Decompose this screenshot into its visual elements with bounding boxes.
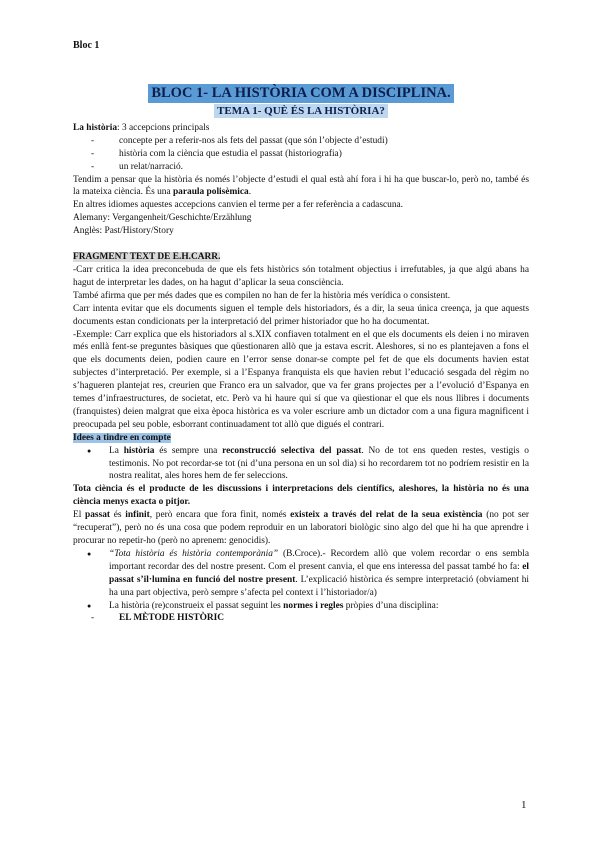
page-number: 1 [521,799,527,811]
fragment-paragraph: Carr intenta evitar que els documents siguen el temple dels historiadors, és a dir, la seua única creença, ja que aquests documents estan condicionats per la interpretació del primer historiador que ho ha documentat. [73,303,529,327]
fragment-heading: FRAGMENT TEXT DE E.H.CARR. [73,252,221,263]
page-content [73,84,529,625]
list-item: ● La història (re)construeix el passat seguint les normes i regles pròpies d’una disciplina: [73,600,529,613]
science-statement: Tota ciència és el producte de les discussions i interpretacions dels científics, aleshores, la història no és una ciència menys exacta o pitjor. [73,484,529,508]
method-list [73,612,529,625]
past-paragraph: El passat és infinit, però encara que fora finit, només existeix a través del relat de la seua existència (no pot ser “recuperat”), però no és una cosa que podem reproduir en un laboratori biològic sino algo del que hi ha que aprendre i procurar no repetir-ho (però no aprenem: genocidis). [73,510,529,546]
list-item: - un relat/narració. [73,161,529,174]
english-terms: Anglès: Past/History/Story [73,226,174,237]
list-item: ● “Tota història és història contemporània” (B.Croce).- Recordem allò que volem recordar o ens sembla important recordar des del nostre present. Com el present canvia, el que ens interessa del passat també ho fa: el passat s’il·lumina en funció del nostre present. L’explicació històrica és sempre interpretació (obviament hi ha una part objectiva, però sempre s’afecta pel context i l’historiador/a) [73,548,529,600]
accepcions-list [73,135,529,174]
list-item: - EL MÈTODE HISTÒRIC [73,612,529,625]
section-subtitle: TEMA 1- QUÈ ÉS LA HISTÒRIA? [214,104,388,118]
ideas-heading: Idees a tindre en compte [73,432,171,443]
list-item: ● La història és sempre una reconstrucció selectiva del passat. No de tot ens queden restes, vestigis o testimonis. No pot recordar-se tot (ni d’una persona en un sol dia) si ho recordarem tot no podríem resistir en la nostra realitat, ales hores hem de fer seleccions. [73,445,529,484]
fragment-paragraph: També afirma que per més dades que es compilen no han de fer la història més verídica o consistent. [73,290,451,301]
page-title: BLOC 1- LA HISTÒRIA COM A DISCIPLINA. [148,84,453,103]
ideas-list-2 [73,548,529,613]
ideas-list-1 [73,445,529,484]
fragment-paragraph: -Exemple: Carr explica que els historiadors al s.XIX confiaven totalment en el que els documents els deien i no miraven més enllà fent-se preguntes bàsiques que qüestionaren allò que ja estava escrit. Aleshores, si no es plantejaven a fons el que els documents deien, podien caure en l’error sense donar-se compte pel fet de que els documents havien estat subjectes d’interpretació. Per exemple, si a l’Espanya franquista els que havien rebut l’educació sesgada del règim no s’hagueren plantejat res, creurien que Franco era un salvador, que va fer grans projectes per a l’evolució d’Espanya en temes d’infraestructures, de societat, etc. Però va hi haure qui sí que va qüestionar el que els nous llibres i documents (franquistes) deien malgrat que eixa època històrica es va voler escriure amb un dictador com a una figura magnificent i preocupada pel seu poble, esborrant continuadament tot allò que digués el contrari. [73,329,529,430]
page-header: Bloc 1 [73,40,100,51]
intro-paragraph-2: En altres idiomes aquestes accepcions canvien el terme per a fer referència a cadascuna. [73,200,404,211]
intro-lead: La història: 3 accepcions principals [73,122,210,133]
list-item: - concepte per a referir-nos als fets del passat (que són l’objecte d’estudi) [73,135,529,148]
german-terms: Alemany: Vergangenheit/Geschichte/Erzählung [73,213,252,224]
fragment-paragraph: -Carr critica la idea preconcebuda de que els fets històrics són totalment objectius i irrefutables, ja que algú abans ha hagut de interpretar les dades, on ha hagut d’aplicar la seua consciència. [73,264,529,288]
intro-paragraph: Tendim a pensar que la història és només l’objecte d’estudi el qual està ahí fora i hi ha que buscar-lo, però no, també és la mateixa ciència. És una paraula polisèmica. [73,174,529,198]
list-item: - història com la ciència que estudia el passat (historiografia) [73,148,529,161]
